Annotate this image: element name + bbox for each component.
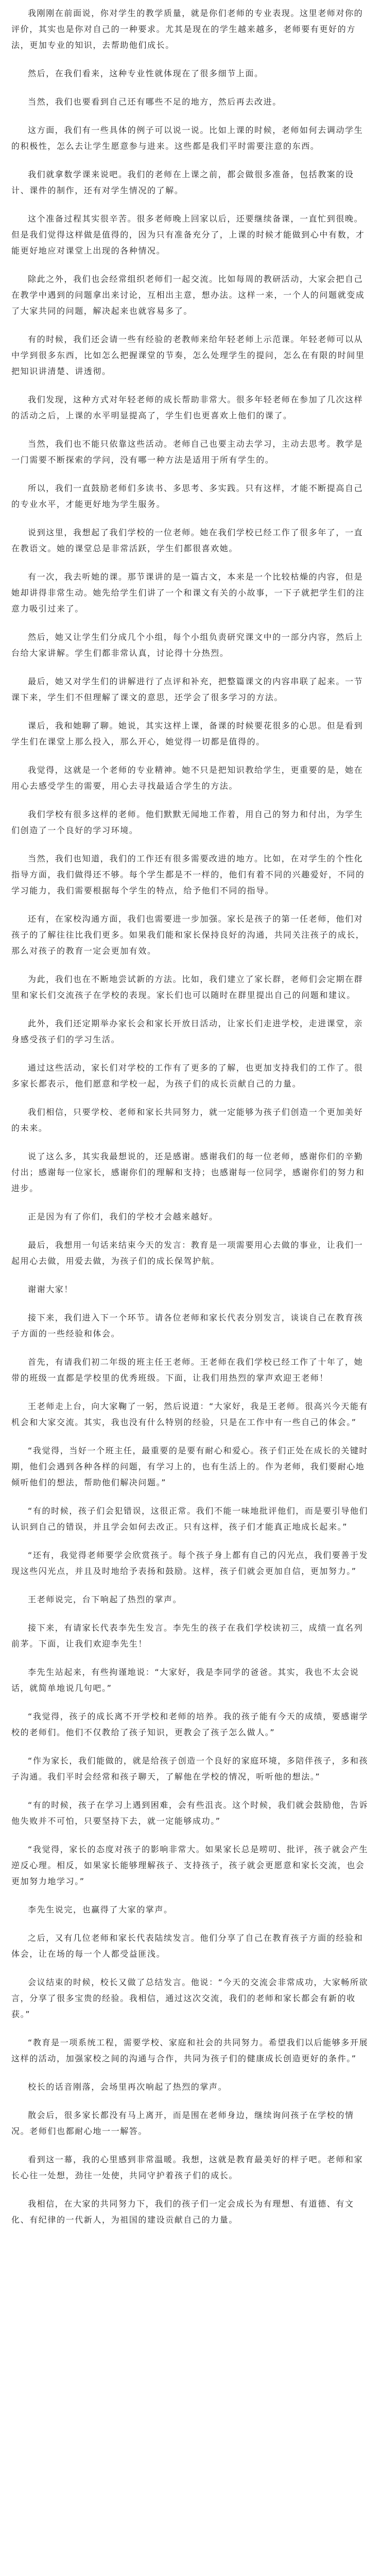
article-paragraph: 我们就拿数学课来说吧。我们的老师在上课之前，都会做很多准备，包括教案的设计、课件的制作，还有对学生情况的了解。 — [11, 170, 354, 195]
article-paragraph: “有的时候，孩子们会犯错误，这很正常。我们不能一味地批评他们，而是要引导他们认识到自己的错误，并且学会如何去改正。只有这样，孩子们才能真正地成长起来。” — [11, 1506, 369, 1532]
article-paragraph: 然后，她又让学生们分成几个小组，每个小组负责研究课文中的一部分内容，然后上台给大家讲解。学生们都非常认真，讨论得十分热烈。 — [11, 632, 363, 658]
article-paragraph: 然后，在我们看来，这种专业性就体现在了很多细节上面。 — [28, 69, 264, 78]
article-paragraph: 校长的话音刚落，会场里再次响起了热烈的掌声。 — [28, 2082, 228, 2092]
article-paragraph: 接下来，有请家长代表李先生发言。李先生的孩子在我们学校读初三，成绩一直名列前茅。下面，让我们欢迎李先生！ — [11, 1623, 363, 1649]
article-paragraph: 之后，又有几位老师和家长代表陆续发言。他们分享了自己在教育孩子方面的经验和体会，让在场的每一个人都受益匪浅。 — [11, 1933, 363, 1959]
article-paragraph: 这方面，我们有一些具体的例子可以说一说。比如上课的时候，老师如何去调动学生的积极性，怎么去让学生愿意参与进来。这些都是我们平时需要注意的东西。 — [11, 125, 363, 151]
article-paragraph: 有的时候，我们还会请一些有经验的老教师来给年轻老师上示范课。年轻老师可以从中学到很多东西，比如怎么把握课堂的节奏，怎么处理学生的提问，怎么在有限的时间里把知识讲清楚、讲透彻。 — [11, 334, 365, 376]
article-paragraph: “有的时候，孩子在学习上遇到困难，会有些沮丧。这个时候，我们就会鼓励他，告诉他失败并不可怕，只要坚持下去，就一定能够成功。” — [11, 1800, 369, 1826]
article-paragraph: 首先，有请我们初二年级的班主任王老师。王老师在我们学校已经工作了十年了，她带的班级一直都是学校里的优秀班级。下面，让我们用热烈的掌声欢迎王老师！ — [11, 1357, 363, 1383]
article-paragraph: 当然，我们也不能只依靠这些活动。老师自己也要主动去学习，主动去思考。教学是一门需要不断探索的学问，没有哪一种方法是适用于所有学生的。 — [11, 439, 363, 465]
article-paragraph: 课后，我和她聊了聊。她说，其实这样上课，备课的时候要花很多的心思。但是看到学生们在课堂上那么投入，那么开心，她觉得一切都是值得的。 — [11, 721, 363, 747]
article-paragraph: “还有，我觉得老师要学会欣赏孩子。每个孩子身上都有自己的闪光点，我们要善于发现这些闪光点，并且及时地给予表扬和鼓励。这样，孩子们就会更加自信，更加努力。” — [11, 1550, 369, 1576]
article-paragraph: “作为家长，我们能做的，就是给孩子创造一个良好的家庭环境，多陪伴孩子，多和孩子沟通。我们平时会经常和孩子聊天，了解他在学校的情况，听听他的想法。” — [11, 1756, 369, 1782]
article-paragraph: “我觉得，家长的态度对孩子的影响非常大。如果家长总是唠叨、批评，孩子就会产生逆反心理。相反，如果家长能够理解孩子、支持孩子，孩子就会更愿意和家长交流，也会更加努力地学习。” — [11, 1844, 369, 1886]
article-paragraph: 说到这里，我想起了我们学校的一位老师。她在我们学校已经工作了很多年了，一直在教语文。她的课堂总是非常活跃，学生们都很喜欢她。 — [11, 528, 363, 553]
article-paragraph: 王老师走上台，向大家鞠了一躬，然后说道：“大家好，我是王老师。很高兴今天能有机会和大家交流。其实，我也没有什么特别的经验，只是在工作中有一些自己的体会。” — [11, 1401, 369, 1427]
article-paragraph: 接下来，我们进入下一个环节。请各位老师和家长代表分别发言，谈谈自己在教育孩子方面的一些经验和体会。 — [11, 1313, 363, 1338]
article-paragraph: 正是因为有了你们，我们的学校才会越来越好。 — [28, 1212, 218, 1222]
article-paragraph: “教育是一项系统工程，需要学校、家庭和社会的共同努力。希望我们以后能够多开展这样的活动，加强家校之间的沟通与合作，共同为孩子们的健康成长创造更好的条件。” — [11, 2038, 369, 2063]
article-paragraph: 我刚刚在前面说，你对学生的教学质量，就是你们老师的专业表现。这里老师对你的评价，其实也是你对自己的一种要求。尤其是现在的学生越来越多，老师要有更好的方法，更加专业的知识，去帮助他们成长。 — [11, 8, 363, 50]
article-paragraph: “我觉得，当好一个班主任，最重要的是要有耐心和爱心。孩子们正处在成长的关键时期，他们会遇到各种各样的问题，有学习上的，也有生活上的。作为老师，我们要耐心地倾听他们的想法，帮助他们解决问题。” — [11, 1446, 369, 1487]
article-paragraph: 当然，我们也要看到自己还有哪些不足的地方，然后再去改进。 — [28, 97, 282, 107]
article-paragraph: 看到这一幕，我的心里感到非常温暖。我想，这就是教育最美好的样子吧。老师和家长心往一处想，劲往一处使，共同守护着孩子们的成长。 — [11, 2155, 363, 2180]
article-paragraph: 我觉得，这就是一个老师的专业精神。她不只是把知识教给学生，更重要的是，她在用心去感受学生的需要，用心去寻找最适合学生的方法。 — [11, 765, 363, 791]
article-paragraph: 我们学校有很多这样的老师。他们默默无闻地工作着，用自己的努力和付出，为学生们创造了一个良好的学习环境。 — [11, 809, 363, 835]
article-paragraph: “我觉得，孩子的成长离不开学校和老师的培养。我的孩子能有今天的成绩，要感谢学校的老师们。他们不仅教给了孩子知识，更教会了孩子怎么做人。” — [11, 1711, 369, 1737]
article-paragraph: 通过这些活动，家长们对学校的工作有了更多的了解，也更加支持我们的工作了。很多家长都表示，他们愿意和学校一起，为孩子们的成长贡献自己的力量。 — [11, 1063, 363, 1089]
article-paragraph: 还有，在家校沟通方面，我们也需要进一步加强。家长是孩子的第一任老师，他们对孩子的了解往往比我们更多。如果我们能和家长保持良好的沟通，共同关注孩子的成长，那么对孩子的教育一定会更加有效。 — [11, 914, 365, 956]
article-paragraph: 李先生站起来，有些拘谨地说：“大家好，我是李同学的爸爸。其实，我也不太会说话，就简单地说几句吧。” — [11, 1667, 359, 1693]
article-paragraph: 此外，我们还定期举办家长会和家长开放日活动，让家长们走进学校，走进课堂，亲身感受孩子们的学习生活。 — [11, 1019, 363, 1044]
article-paragraph: 我相信，在大家的共同努力下，我们的孩子们一定会成长为有理想、有道德、有文化、有纪律的一代新人，为祖国的建设贡献自己的力量。 — [11, 2199, 354, 2225]
article-paragraph: 当然，我们也知道，我们的工作还有很多需要改进的地方。比如，在对学生的个性化指导方面，我们做得还不够。每个学生都是不一样的，他们有着不同的兴趣爱好，不同的学习能力，我们需要根据每个学生的特点，给予他们不同的指导。 — [11, 854, 365, 895]
article-paragraph: 谢谢大家！ — [28, 1284, 74, 1294]
article-paragraph: 我们发现，这种方式对年轻老师的成长帮助非常大。很多年轻老师在参加了几次这样的活动之后，上课的水平明显提高了，学生们也更喜欢上他们的课了。 — [11, 395, 363, 420]
article-paragraph: 王老师说完，台下响起了热烈的掌声。 — [28, 1595, 182, 1604]
article-paragraph: 为此，我们也在不断地尝试新的方法。比如，我们建立了家长群，老师们会定期在群里和家长们交流孩子在学校的表现。家长们也可以随时在群里提出自己的问题和建议。 — [11, 974, 363, 1000]
article-paragraph: 所以，我们一直鼓励老师们多读书、多思考、多实践。只有这样，才能不断提高自己的专业水平，才能更好地为学生服务。 — [11, 483, 363, 509]
article-paragraph: 说了这么多，其实我最想说的，还是感谢。感谢我们的每一位老师，感谢你们的辛勤付出；感谢每一位家长，感谢你们的理解和支持；也感谢每一位同学，感谢你们的努力和进步。 — [11, 1151, 365, 1193]
article-paragraph: 这个准备过程其实很辛苦。很多老师晚上回家以后，还要继续备课，一直忙到很晚。但是我们觉得这样做是值得的，因为只有准备充分了，上课的时候才能做到心中有数，才能更好地应对课堂上出现的各种情况。 — [11, 214, 365, 256]
article-paragraph: 有一次，我去听她的课。那节课讲的是一篇古文，本来是一个比较枯燥的内容，但是她却讲得非常生动。她先给学生们讲了一个和课文有关的小故事，一下子就把学生们的注意力吸引过来了。 — [11, 572, 365, 614]
article-paragraph: 散会后，很多家长都没有马上离开，而是围在老师身边，继续询问孩子在学校的情况。老师们也都耐心地一一解答。 — [11, 2110, 354, 2136]
article-paragraph: 会议结束的时候，校长又做了总结发言。他说：“今天的交流会非常成功，大家畅所欲言，分享了很多宝贵的经验。我相信，通过这次交流，我们的老师和家长都会有新的收获。” — [11, 1977, 369, 2019]
article-paragraph: 除此之外，我们也会经常组织老师们一起交流。比如每周的教研活动，大家会把自己在教学中遇到的问题拿出来讨论，互相出主意，想办法。这样一来，一个人的问题就变成了大家共同的问题，解决起来也就容易多了。 — [11, 274, 365, 316]
article-paragraph: 最后，她又对学生们的讲解进行了点评和补充，把整篇课文的内容串联了起来。一节课下来，学生们不但理解了课文的意思，还学会了很多学习的方法。 — [11, 676, 363, 702]
article-paragraph: 我们相信，只要学校、老师和家长共同努力，就一定能够为孩子们创造一个更加美好的未来。 — [11, 1107, 363, 1133]
article-body — [11, 5, 370, 2240]
article-paragraph: 李先生说完，也赢得了大家的掌声。 — [28, 1905, 173, 1914]
article-paragraph: 最后，我想用一句话来结束今天的发言：教育是一项需要用心去做的事业，让我们一起用心去做，用爱去做，为孩子们的成长保驾护航。 — [11, 1240, 363, 1266]
